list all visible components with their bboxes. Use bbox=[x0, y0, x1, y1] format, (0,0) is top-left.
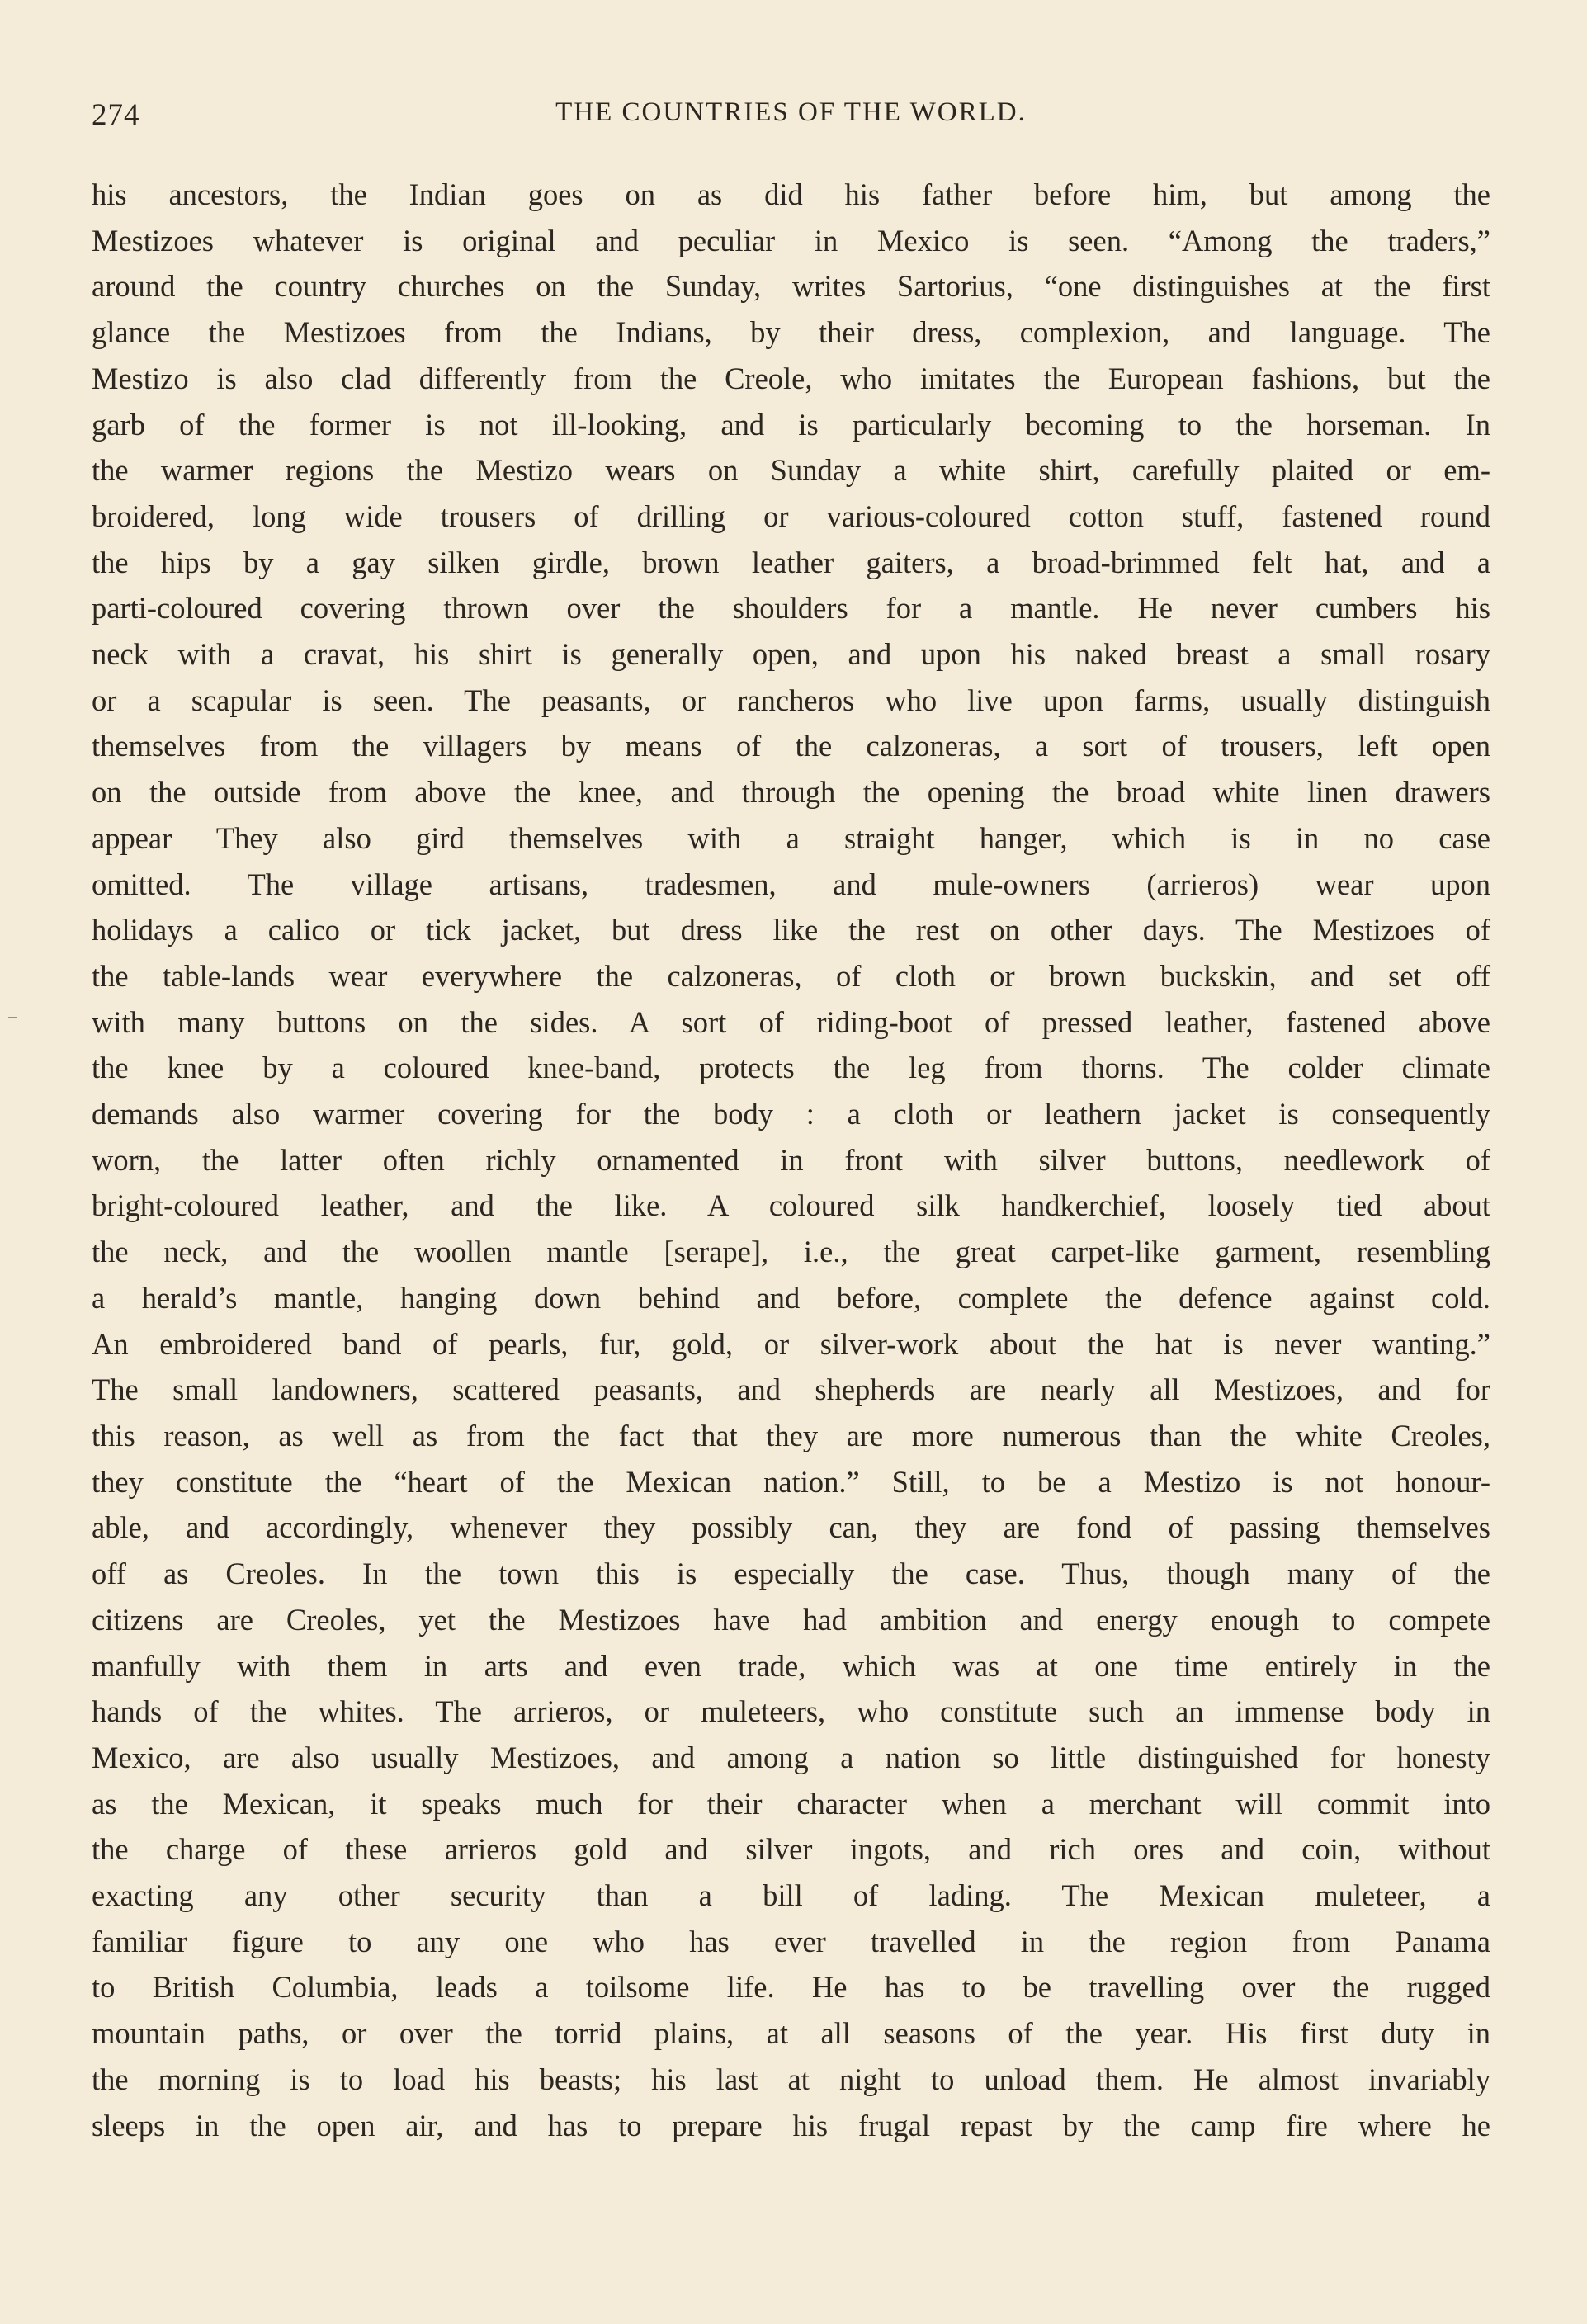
text-line: manfully with them in arts and even trade, which was at one time entirely in the bbox=[92, 1648, 1490, 1683]
text-line: the charge of these arrieros gold and silver ingots, and rich ores and coin, without bbox=[92, 1832, 1490, 1867]
text-line: they constitute the “heart of the Mexican nation.” Still, to be a Mestizo is not honour- bbox=[92, 1464, 1490, 1499]
margin-mark bbox=[8, 1017, 17, 1018]
text-line: a herald’s mantle, hanging down behind and before, complete the defence against cold. bbox=[92, 1280, 1490, 1315]
text-line: appear They also gird themselves with a straight hanger, which is in no case bbox=[92, 820, 1490, 855]
text-line: this reason, as well as from the fact that they are more numerous than the white Creoles, bbox=[92, 1418, 1490, 1452]
text-line: themselves from the villagers by means of the calzoneras, a sort of trousers, left open bbox=[92, 729, 1490, 763]
running-head bbox=[92, 97, 1490, 140]
text-line: holidays a calico or tick jacket, but dress like the rest on other days. The Mestizoes of bbox=[92, 913, 1490, 947]
text-line: familiar figure to any one who has ever travelled in the region from Panama bbox=[92, 1924, 1490, 1958]
text-line: the morning is to load his beasts; his last at night to unload them. He almost invariably bbox=[92, 2062, 1490, 2096]
text-line: Mexico, are also usually Mestizoes, and among a nation so little distinguished for honesty bbox=[92, 1740, 1490, 1774]
text-line: the knee by a coloured knee-band, protects the leg from thorns. The colder climate bbox=[92, 1051, 1490, 1085]
text-line: Mestizoes whatever is original and peculiar in Mexico is seen. “Among the traders,” bbox=[92, 223, 1490, 257]
text-line: broidered, long wide trousers of drilling or various-coloured cotton stuff, fastened round bbox=[92, 498, 1490, 533]
text-line: around the country churches on the Sunday, writes Sartorius, “one distinguishes at the first bbox=[92, 269, 1490, 304]
text-line: bright-coloured leather, and the like. A coloured silk handkerchief, loosely tied about bbox=[92, 1188, 1490, 1223]
text-line: the neck, and the woollen mantle [serape], i.e., the great carpet-like garment, resembling bbox=[92, 1235, 1490, 1269]
text-line: as the Mexican, it speaks much for their character when a merchant will commit into bbox=[92, 1786, 1490, 1821]
text-line: worn, the latter often richly ornamented in front with silver buttons, needlework of bbox=[92, 1142, 1490, 1177]
text-line: omitted. The village artisans, tradesmen, and mule-owners (arrieros) wear upon bbox=[92, 867, 1490, 901]
text-line: neck with a cravat, his shirt is generally open, and upon his naked breast a small rosary bbox=[92, 637, 1490, 672]
page-number: 274 bbox=[92, 98, 140, 132]
text-line: the warmer regions the Mestizo wears on Sunday a white shirt, carefully plaited or em- bbox=[92, 453, 1490, 488]
text-line: sleeps in the open air, and has to prepare his frugal repast by the camp fire where he bbox=[92, 2108, 1490, 2142]
text-line: glance the Mestizoes from the Indians, by their dress, complexion, and language. The bbox=[92, 315, 1490, 350]
text-line: the hips by a gay silken girdle, brown leather gaiters, a broad-brimmed felt hat, and a bbox=[92, 545, 1490, 579]
text-line: with many buttons on the sides. A sort of riding-boot of pressed leather, fastened above bbox=[92, 1004, 1490, 1039]
text-line: to British Columbia, leads a toilsome life. He has to be travelling over the rugged bbox=[92, 1970, 1490, 2005]
text-line: or a scapular is seen. The peasants, or rancheros who live upon farms, usually distinguish bbox=[92, 683, 1490, 717]
text-line: exacting any other security than a bill of lading. The Mexican muleteer, a bbox=[92, 1878, 1490, 1913]
text-line: Mestizo is also clad differently from the Creole, who imitates the European fashions, but the bbox=[92, 361, 1490, 395]
text-line: An embroidered band of pearls, fur, gold, or silver-work about the hat is never wanting.” bbox=[92, 1326, 1490, 1361]
text-line: parti-coloured covering thrown over the shoulders for a mantle. He never cumbers his bbox=[92, 591, 1490, 626]
text-line: citizens are Creoles, yet the Mestizoes have had ambition and energy enough to compete bbox=[92, 1602, 1490, 1637]
text-line: the table-lands wear everywhere the calzoneras, of cloth or brown buckskin, and set off bbox=[92, 958, 1490, 993]
text-line: The small landowners, scattered peasants, and shepherds are nearly all Mestizoes, and for bbox=[92, 1372, 1490, 1407]
text-line: garb of the former is not ill-looking, and is particularly becoming to the horseman. In bbox=[92, 407, 1490, 442]
text-line: his ancestors, the Indian goes on as did his father before him, but among the bbox=[92, 177, 1490, 211]
text-line: off as Creoles. In the town this is especially the case. Thus, though many of the bbox=[92, 1556, 1490, 1591]
running-title: THE COUNTRIES OF THE WORLD. bbox=[555, 97, 1027, 127]
text-line: mountain paths, or over the torrid plains, at all seasons of the year. His first duty in bbox=[92, 2016, 1490, 2051]
text-line: demands also warmer covering for the body : a cloth or leathern jacket is consequently bbox=[92, 1097, 1490, 1131]
body-text bbox=[92, 172, 1490, 2148]
text-line: able, and accordingly, whenever they possibly can, they are fond of passing themselves bbox=[92, 1510, 1490, 1545]
text-line: hands of the whites. The arrieros, or muleteers, who constitute such an immense body in bbox=[92, 1694, 1490, 1729]
text-line: on the outside from above the knee, and through the opening the broad white linen drawers bbox=[92, 775, 1490, 810]
